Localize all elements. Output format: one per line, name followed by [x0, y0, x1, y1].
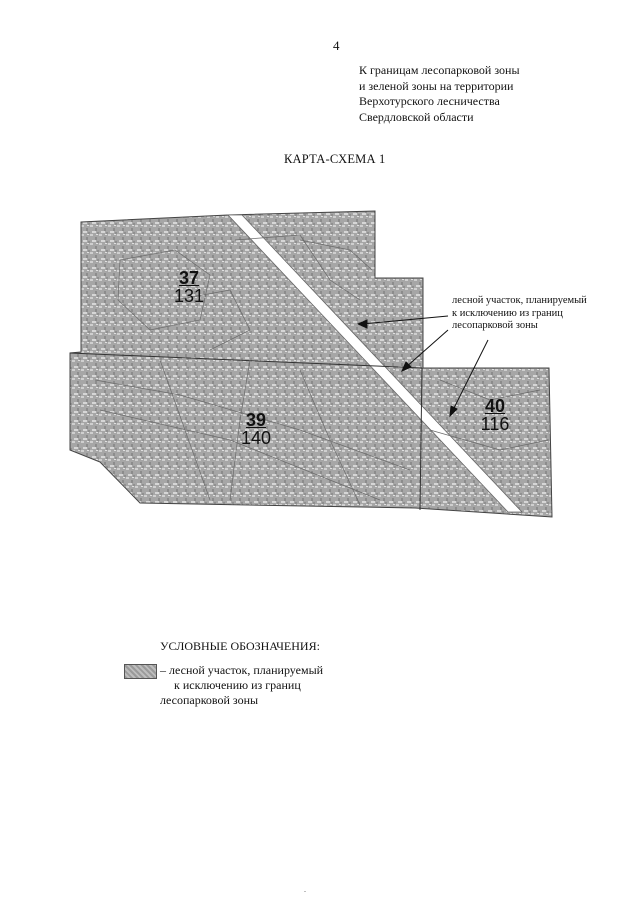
header-line: и зеленой зоны на территории — [359, 78, 514, 93]
legend-description — [160, 663, 323, 708]
quarter-area: 140 — [240, 428, 272, 448]
legend-line: лесопарковой зоны — [160, 693, 259, 707]
legend-line: к исключению из границ — [174, 678, 301, 692]
legend-line: – лесной участок, планируемый — [160, 663, 324, 677]
map-title: КАРТА-СХЕМА 1 — [284, 152, 386, 166]
map-annotation — [452, 295, 587, 333]
legend-title: УСЛОВНЫЕ ОБОЗНАЧЕНИЯ: — [160, 639, 320, 653]
quarter-number: 39 — [245, 410, 267, 430]
header-line: Свердловской области — [359, 109, 474, 124]
quarter-label-40 — [472, 397, 518, 433]
legend-swatch — [124, 664, 157, 679]
annotation-line: лесной участок, планируемый — [452, 295, 587, 306]
annotation-line: к исключению из границ — [452, 307, 563, 319]
annotation-line: лесопарковой зоны — [452, 320, 538, 331]
quarter-area: 131 — [173, 286, 205, 306]
quarter-area: 116 — [480, 414, 510, 434]
page-number: 4 — [333, 38, 340, 53]
header-line: Верхотурского лесничества — [359, 94, 500, 108]
footer-mark: . — [304, 885, 306, 894]
quarter-number: 40 — [484, 396, 506, 416]
quarter-number: 37 — [178, 268, 200, 288]
quarter-label-37 — [166, 269, 212, 305]
quarter-label-39 — [233, 411, 279, 447]
header-line: К границам лесопарковой зоны — [359, 63, 520, 77]
